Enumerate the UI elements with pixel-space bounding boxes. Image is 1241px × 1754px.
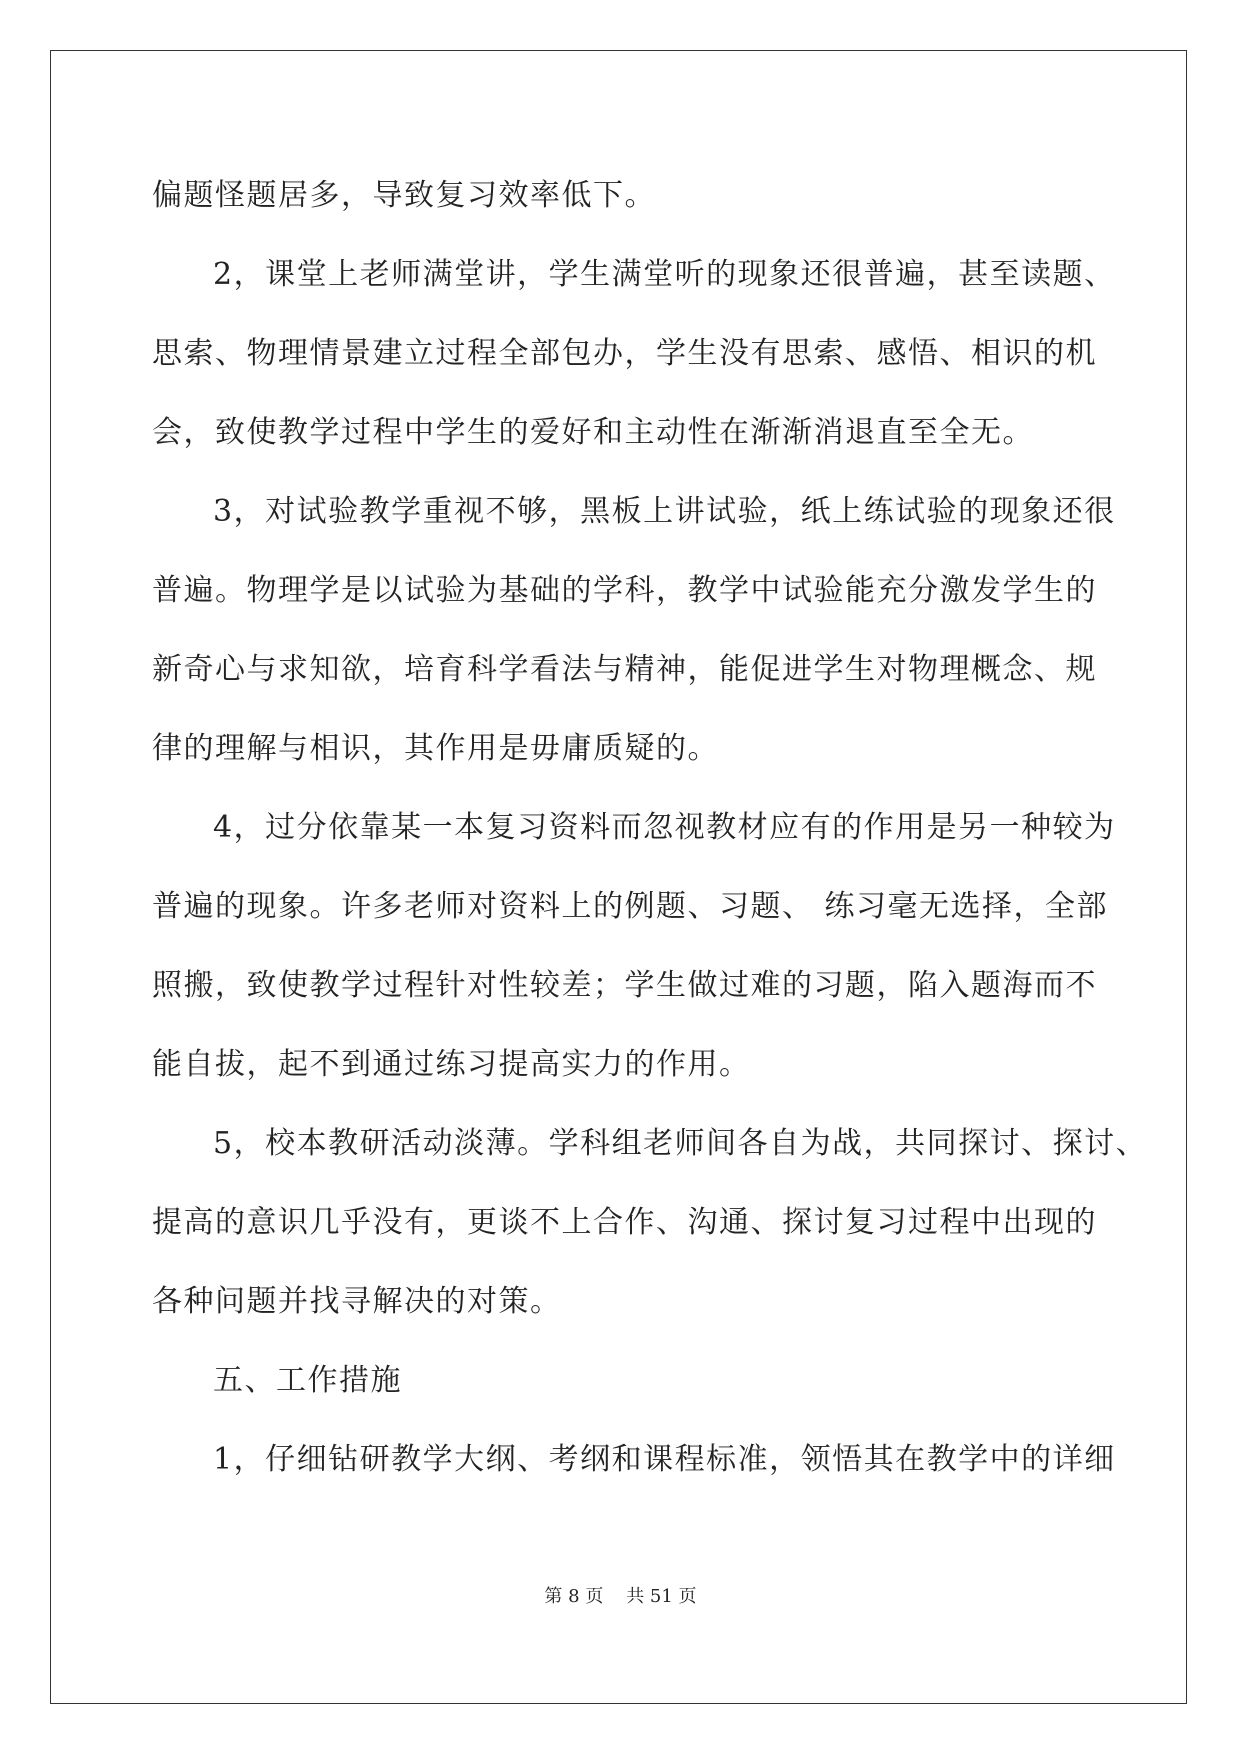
text-line: 各种问题并找寻解决的对策。: [152, 1284, 562, 1319]
text-line: 1，仔细钻研教学大纲、考纲和课程标准，领悟其在教学中的详细: [213, 1442, 1116, 1477]
document-body: [152, 156, 1148, 1499]
text-line: 2，课堂上老师满堂讲，学生满堂听的现象还很普遍，甚至读题、: [213, 257, 1116, 292]
text-line: 提高的意识几乎没有，更谈不上合作、沟通、探讨复习过程中出现的: [152, 1205, 1097, 1240]
text-line: 律的理解与相识，其作用是毋庸质疑的。: [152, 731, 719, 766]
text-line: 思索、物理情景建立过程全部包办，学生没有思索、感悟、相识的机: [152, 336, 1097, 371]
text-line: 照搬，致使教学过程针对性较差；学生做过难的习题，陷入题海而不: [152, 968, 1097, 1003]
text-line: 会，致使教学过程中学生的爱好和主动性在渐渐消退直至全无。: [152, 415, 1034, 450]
text-line: 5，校本教研活动淡薄。学科组老师间各自为战，共同探讨、探讨、: [213, 1126, 1148, 1161]
text-line: 4，过分依靠某一本复习资料而忽视教材应有的作用是另一种较为: [213, 810, 1116, 845]
text-line: 3，对试验教学重视不够，黑板上讲试验，纸上练试验的现象还很: [213, 494, 1116, 529]
text-line: 新奇心与求知欲，培育科学看法与精神，能促进学生对物理概念、规: [152, 652, 1097, 687]
page-number-footer: 第 8 页 共 51 页: [544, 1586, 697, 1607]
text-line: 普遍的现象。许多老师对资料上的例题、习题、 练习毫无选择，全部: [152, 889, 1109, 924]
text-line: 五、工作措施: [213, 1363, 402, 1398]
text-line: 偏题怪题居多，导致复习效率低下。: [152, 178, 656, 213]
text-line: 能自拔，起不到通过练习提高实力的作用。: [152, 1047, 751, 1082]
text-line: 普遍。物理学是以试验为基础的学科，教学中试验能充分激发学生的: [152, 573, 1097, 608]
